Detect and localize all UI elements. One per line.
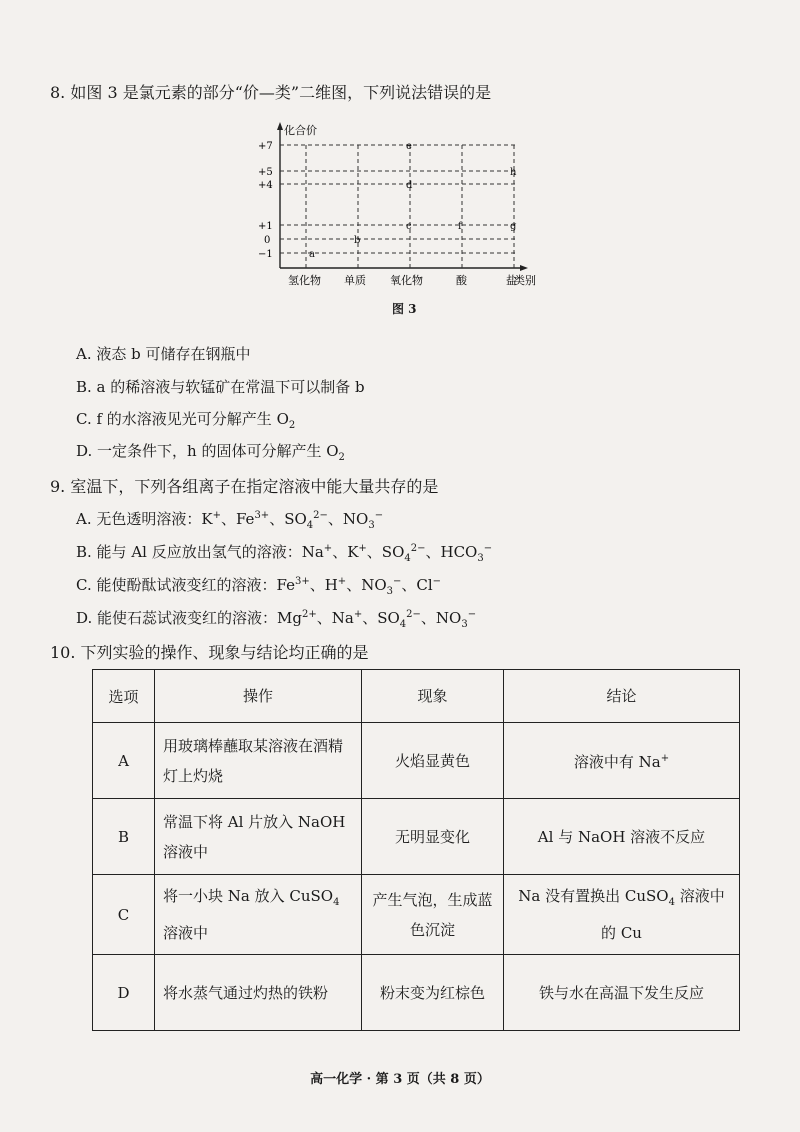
cat-acid: 酸 [456, 274, 467, 287]
row-b-conclusion: Al 与 NaOH 溶液不反应 [504, 799, 740, 875]
point-f: f [458, 221, 462, 232]
point-a: a [309, 249, 315, 260]
experiment-table [92, 669, 740, 1031]
q9-option-a: A. 无色透明溶液：K+、$Fe^{3+}$、$SO_4^{2-}$、$NO_3^-$ [76, 510, 384, 531]
row-c-operation: 将一小块 Na 放入 CuSO$_4$ 溶液中 [155, 875, 362, 955]
row-d-operation: 将水蒸气通过灼热的铁粉 [155, 955, 362, 1031]
row-a-option: A [93, 723, 155, 799]
q9-option-b: B. 能与 Al 反应放出氢气的溶液：Na+、K+、$SO_4^{2-}$、$HCO_3^-$ [76, 543, 493, 564]
point-c: c [406, 221, 412, 232]
table-row [93, 723, 740, 799]
header-operation: 操作 [155, 670, 362, 723]
point-e: e [406, 141, 412, 152]
row-b-phenomenon: 无明显变化 [362, 799, 504, 875]
table-header-row [93, 670, 740, 723]
q8-option-d: D. 一定条件下，h 的固体可分解产生 $O_2$ [76, 442, 345, 463]
table-row [93, 955, 740, 1031]
ytick-plus4: +4 [258, 180, 273, 191]
q8-option-b: B. a 的稀溶液与软锰矿在常温下可以制备 b [76, 378, 365, 396]
y-axis-arrow [277, 122, 283, 130]
q9-option-c: C. 能使酚酞试液变红的溶液：$Fe^{3+}$、H+、$NO_3^-$、Cl− [76, 576, 442, 597]
cat-oxide: 氧化物 [390, 274, 423, 287]
row-b-option: B [93, 799, 155, 875]
point-h: h [510, 167, 517, 178]
cat-hydride: 氢化物 [288, 274, 321, 287]
ytick-minus1: −1 [258, 249, 273, 260]
question-8-stem: 8. 如图 3 是氯元素的部分“价—类”二维图，下列说法错误的是 [50, 83, 492, 102]
cat-element: 单质 [344, 274, 366, 287]
row-d-conclusion: 铁与水在高温下发生反应 [504, 955, 740, 1031]
row-c-conclusion: Na 没有置换出 CuSO$_4$ 溶液中的 Cu [504, 875, 740, 955]
x-axis-label: 类别 [514, 274, 536, 287]
row-a-conclusion: 溶液中有 Na+ [504, 723, 740, 799]
ytick-plus5: +5 [258, 167, 273, 178]
row-d-option: D [93, 955, 155, 1031]
point-b: b [354, 235, 361, 246]
q8-option-a: A. 液态 b 可储存在钢瓶中 [76, 345, 251, 363]
y-axis-label: 化合价 [284, 124, 317, 137]
row-d-phenomenon: 粉末变为红棕色 [362, 955, 504, 1031]
x-axis-arrow [520, 265, 528, 271]
ytick-plus7: +7 [258, 141, 273, 152]
valence-class-chart [250, 118, 540, 296]
table-row [93, 799, 740, 875]
point-d: d [406, 180, 413, 191]
ytick-zero: 0 [264, 235, 271, 246]
header-conclusion: 结论 [504, 670, 740, 723]
question-9-stem: 9. 室温下，下列各组离子在指定溶液中能大量共存的是 [50, 477, 439, 496]
header-option: 选项 [93, 670, 155, 723]
table-row [93, 875, 740, 955]
ytick-plus1: +1 [258, 221, 273, 232]
row-b-operation: 常温下将 Al 片放入 NaOH 溶液中 [155, 799, 362, 875]
row-a-phenomenon: 火焰显黄色 [362, 723, 504, 799]
q8-option-c: C. f 的水溶液见光可分解产生 $O_2$ [76, 410, 296, 431]
page-footer: 高一化学 · 第 3 页（共 8 页） [310, 1072, 490, 1087]
row-a-operation: 用玻璃棒蘸取某溶液在酒精灯上灼烧 [155, 723, 362, 799]
question-10-stem: 10. 下列实验的操作、现象与结论均正确的是 [50, 643, 369, 662]
row-c-option: C [93, 875, 155, 955]
q9-option-d: D. 能使石蕊试液变红的溶液：$Mg^{2+}$、Na+、$SO_4^{2-}$、$NO_3^-$ [76, 609, 477, 630]
point-g: g [510, 221, 517, 232]
row-c-phenomenon: 产生气泡，生成蓝色沉淀 [362, 875, 504, 955]
figure-caption: 图 3 [392, 302, 417, 316]
cat-salt: 盐 [506, 274, 517, 287]
header-phenomenon: 现象 [362, 670, 504, 723]
